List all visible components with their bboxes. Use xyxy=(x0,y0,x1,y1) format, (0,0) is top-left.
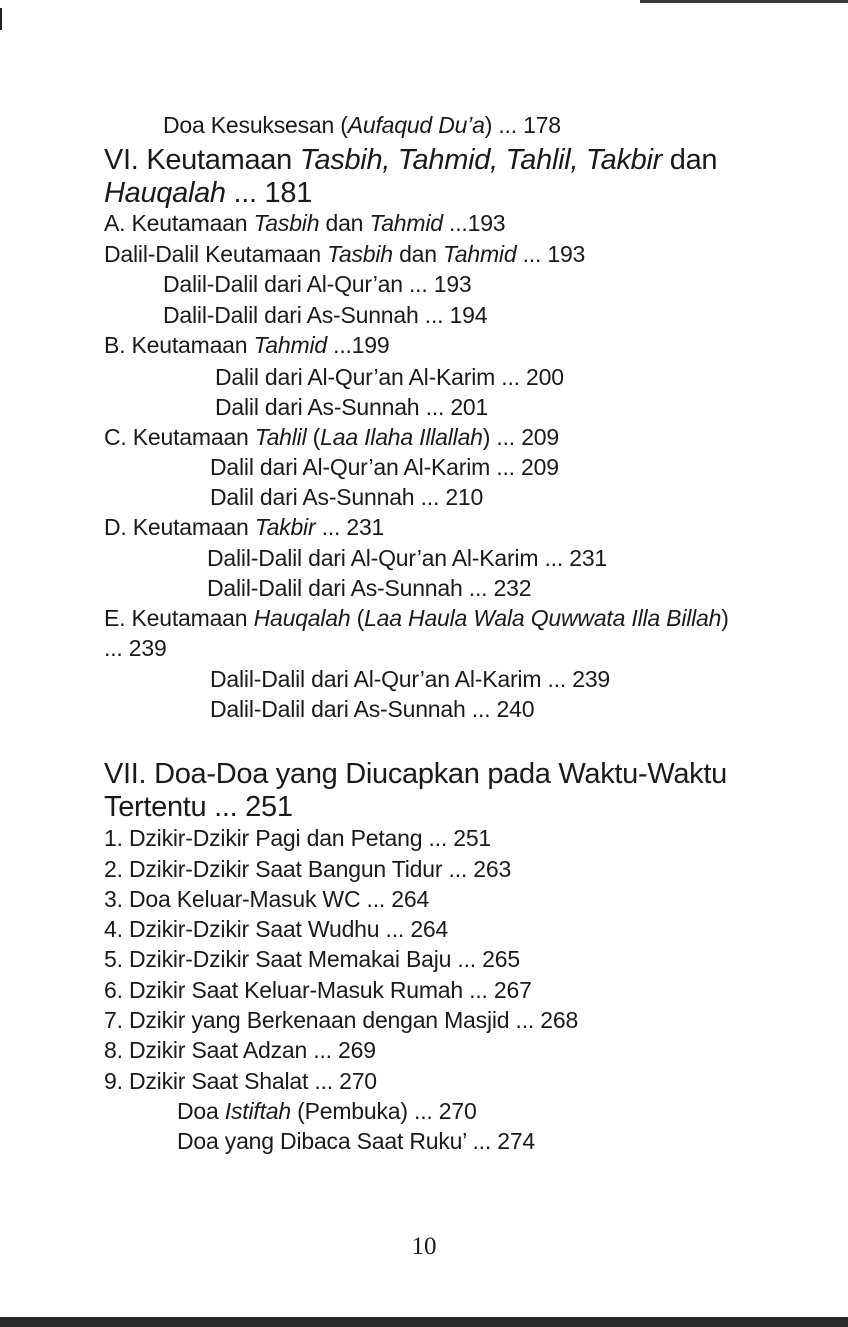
toc-entry: ... 239 xyxy=(104,635,167,661)
toc-entry: Dalil dari Al-Qur’an Al-Karim ... 209 xyxy=(210,454,559,480)
toc-entry: C. Keutamaan Tahlil (Laa Ilaha Illallah) ... 209 xyxy=(104,424,559,450)
toc-entry: 9. Dzikir Saat Shalat ... 270 xyxy=(104,1068,377,1094)
toc-chapter-heading: VI. Keutamaan Tasbih, Tahmid, Tahlil, Takbir dan xyxy=(104,144,718,176)
toc-entry: 4. Dzikir-Dzikir Saat Wudhu ... 264 xyxy=(104,916,449,942)
toc-entry: Dalil-Dalil dari Al-Qur’an Al-Karim ... 231 xyxy=(207,545,607,571)
toc-entry: Dalil-Dalil dari As-Sunnah ... 232 xyxy=(207,575,532,601)
toc-entry: Doa Istiftah (Pembuka) ... 270 xyxy=(177,1098,477,1124)
toc-entry: B. Keutamaan Tahmid ...199 xyxy=(104,332,390,358)
toc-entry: 6. Dzikir Saat Keluar-Masuk Rumah ... 267 xyxy=(104,977,532,1003)
toc-entry: 2. Dzikir-Dzikir Saat Bangun Tidur ... 263 xyxy=(104,856,512,882)
toc-entry: Dalil dari As-Sunnah ... 201 xyxy=(215,394,489,420)
toc-entry: Dalil-Dalil dari Al-Qur’an ... 193 xyxy=(163,271,472,297)
toc-entry: Doa yang Dibaca Saat Ruku’ ... 274 xyxy=(177,1128,536,1154)
left-edge-mark xyxy=(0,8,2,30)
toc-entry: 3. Doa Keluar-Masuk WC ... 264 xyxy=(104,886,430,912)
toc-entry: D. Keutamaan Takbir ... 231 xyxy=(104,514,385,540)
toc-entry: A. Keutamaan Tasbih dan Tahmid ...193 xyxy=(104,210,506,236)
toc-chapter-heading: Tertentu ... 251 xyxy=(104,791,293,823)
page-number: 10 xyxy=(411,1233,437,1260)
toc-entry: Doa Kesuksesan (Aufaqud Du’a) ... 178 xyxy=(163,112,561,138)
toc-entry: Dalil-Dalil dari As-Sunnah ... 194 xyxy=(163,302,488,328)
toc-entry: 1. Dzikir-Dzikir Pagi dan Petang ... 251 xyxy=(104,825,492,851)
toc-entry: Dalil-Dalil dari Al-Qur’an Al-Karim ... 239 xyxy=(210,666,610,692)
toc-entry: Dalil-Dalil Keutamaan Tasbih dan Tahmid ... 193 xyxy=(104,241,586,267)
top-edge-rule xyxy=(640,0,848,3)
toc-entry: 7. Dzikir yang Berkenaan dengan Masjid ... 268 xyxy=(104,1007,579,1033)
bottom-edge-rule xyxy=(0,1317,848,1327)
toc-entry: E. Keutamaan Hauqalah (Laa Haula Wala Quwwata Illa Billah) xyxy=(104,605,729,631)
toc-entry: Dalil dari As-Sunnah ... 210 xyxy=(210,484,484,510)
toc-entry: 8. Dzikir Saat Adzan ... 269 xyxy=(104,1037,376,1063)
toc-chapter-heading: VII. Doa-Doa yang Diucapkan pada Waktu-Waktu xyxy=(104,758,727,790)
toc-chapter-heading: Hauqalah ... 181 xyxy=(104,177,313,209)
toc-entry: Dalil dari Al-Qur’an Al-Karim ... 200 xyxy=(215,364,564,390)
toc-entry: Dalil-Dalil dari As-Sunnah ... 240 xyxy=(210,696,535,722)
toc-entry: 5. Dzikir-Dzikir Saat Memakai Baju ... 265 xyxy=(104,946,520,972)
